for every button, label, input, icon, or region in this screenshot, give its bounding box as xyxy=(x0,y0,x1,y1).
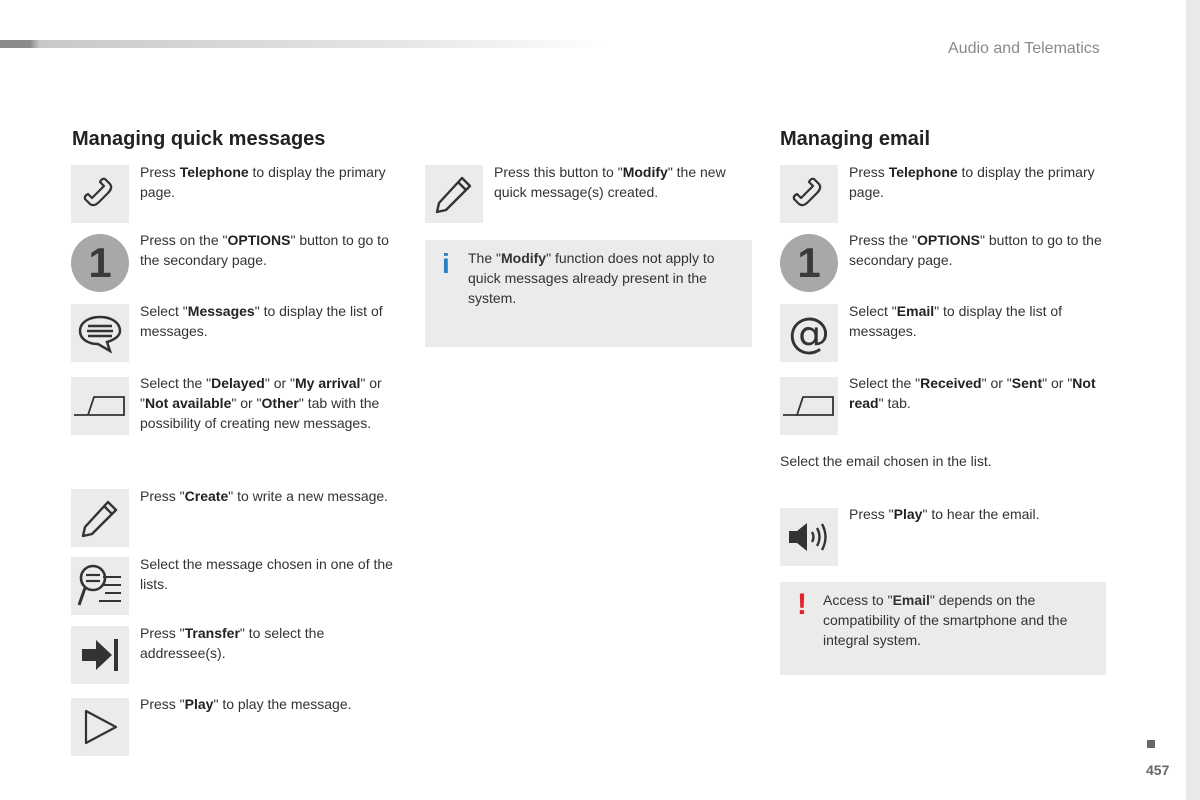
right-step-telephone: Press Telephone to display the primary page. xyxy=(849,164,1095,200)
tab-icon xyxy=(780,377,838,435)
left-step-tabs: Select the "Delayed" or "My arrival" or "Not available" or "Other" tab with the possibility of creating new messages. xyxy=(140,375,382,431)
telephone-icon xyxy=(780,165,838,223)
left-step-play: Press "Play" to play the message. xyxy=(140,696,352,712)
right-step-email: Select "Email" to display the list of messages. xyxy=(849,303,1063,339)
left-step-options: Press on the "OPTIONS" button to go to the secondary page. xyxy=(140,232,389,268)
info-note xyxy=(425,240,752,347)
warning-note-text: Access to "Email" depends on the compatibility of the smartphone and the integral system. xyxy=(823,592,1068,648)
page-marker xyxy=(1147,740,1155,748)
speaker-icon xyxy=(780,508,838,566)
at-icon: @ xyxy=(780,304,838,362)
email-heading: Managing email xyxy=(780,128,931,150)
warning-note xyxy=(780,582,1106,675)
tab-icon xyxy=(71,377,129,435)
left-step-messages: Select "Messages" to display the list of messages. xyxy=(140,303,383,339)
quick-messages-heading: Managing quick messages xyxy=(72,128,326,150)
page-number: 457 xyxy=(1146,762,1170,778)
pencil-icon xyxy=(71,489,129,547)
right-step-play: Press "Play" to hear the email. xyxy=(849,506,1040,522)
right-step-select-email: Select the email chosen in the list. xyxy=(780,453,992,469)
left-step-transfer: Press "Transfer" to select the addressee(s). xyxy=(140,625,325,661)
middle-step-modify: Press this button to "Modify" the new quick message(s) created. xyxy=(494,164,726,200)
warning-icon: ! xyxy=(797,588,807,621)
section-title: Audio and Telematics xyxy=(948,40,1100,57)
left-step-select-message: Select the message chosen in one of the lists. xyxy=(140,556,393,592)
pencil-icon xyxy=(425,165,483,223)
page-edge-strip xyxy=(1186,0,1200,800)
search-list-icon xyxy=(71,557,129,615)
play-icon xyxy=(71,698,129,756)
step-number-badge: 1 xyxy=(71,234,129,292)
telephone-icon xyxy=(71,165,129,223)
left-step-create: Press "Create" to write a new message. xyxy=(140,488,389,504)
header-bar xyxy=(0,40,610,48)
left-step-telephone: Press Telephone to display the primary page. xyxy=(140,164,386,200)
right-step-options: Press the "OPTIONS" button to go to the secondary page. xyxy=(849,232,1102,268)
right-step-tabs: Select the "Received" or "Sent" or "Not read" tab. xyxy=(849,375,1096,411)
transfer-icon xyxy=(71,626,129,684)
messages-icon xyxy=(71,304,129,362)
info-icon: i xyxy=(442,248,450,279)
info-note-text: The "Modify" function does not apply to quick messages already present in the system. xyxy=(468,250,715,306)
step-number-badge: 1 xyxy=(780,234,838,292)
